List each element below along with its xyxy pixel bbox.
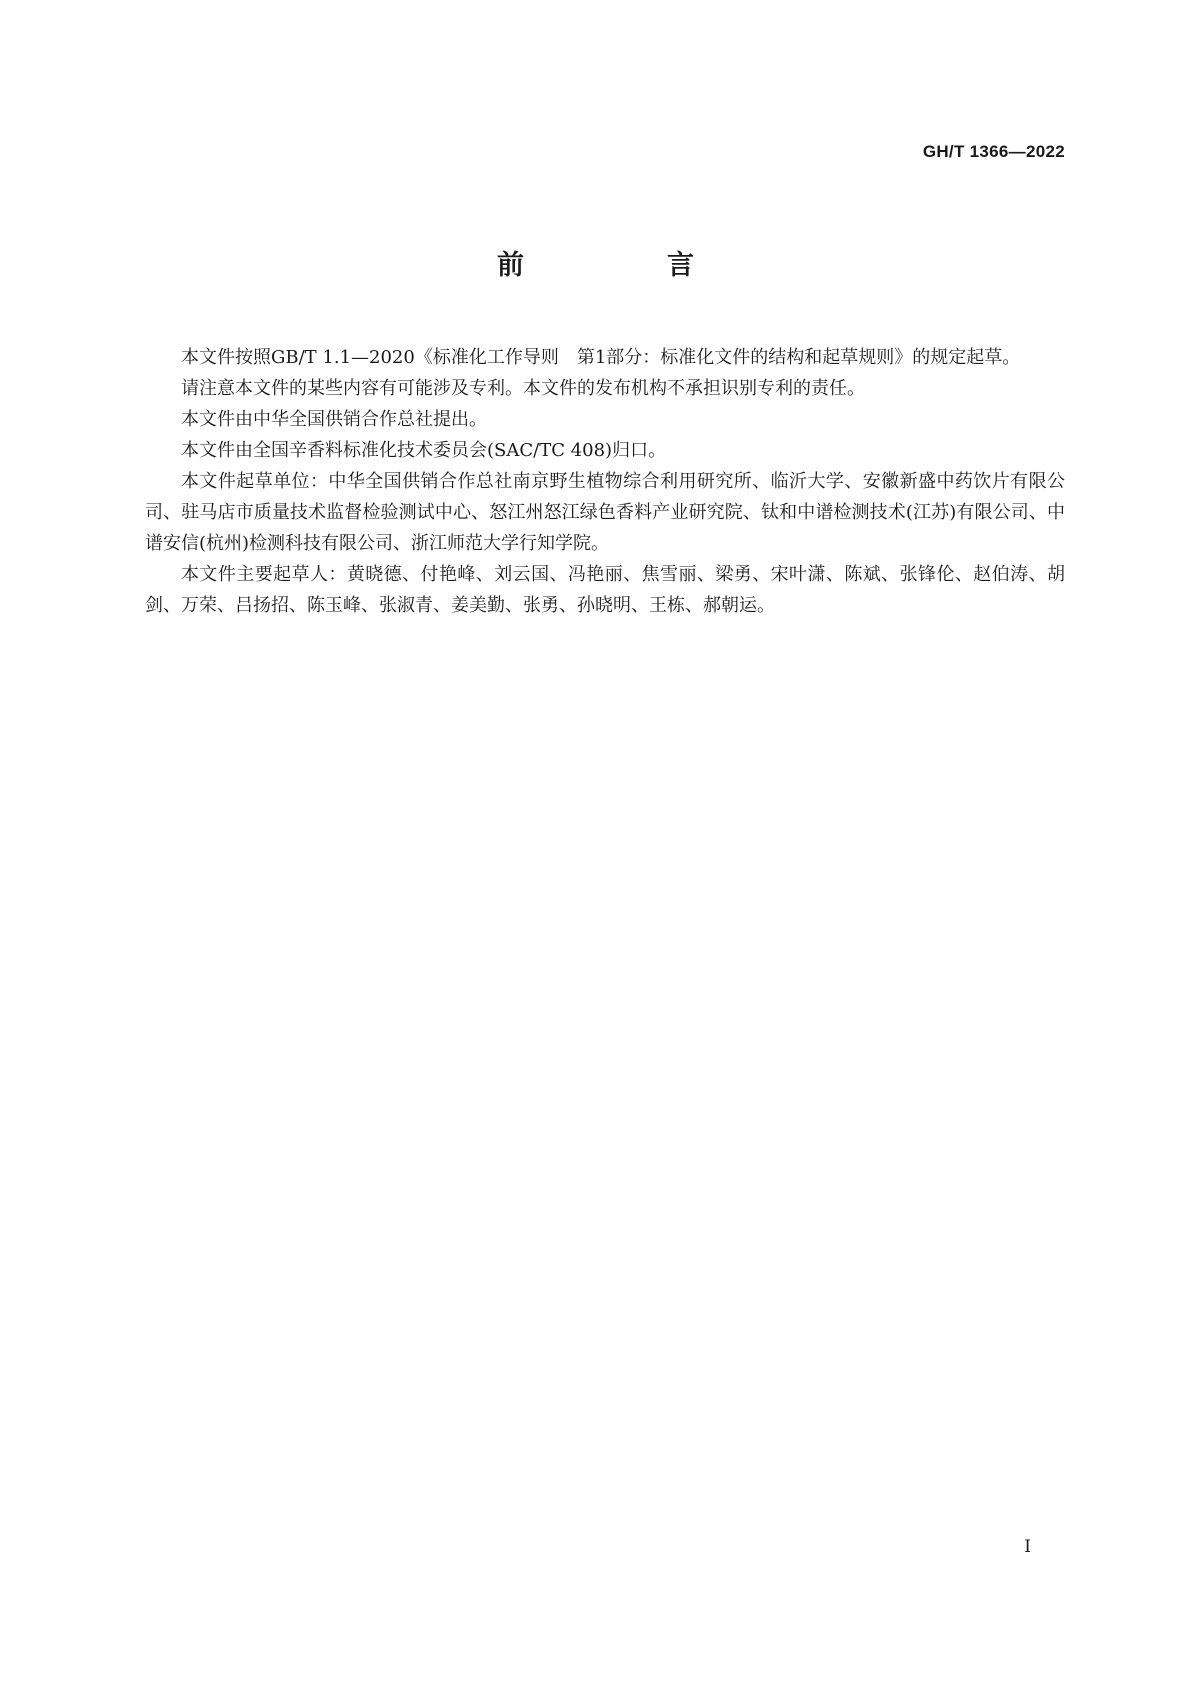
paragraph-drafting-units: 本文件起草单位：中华全国供销合作总社南京野生植物综合利用研究所、临沂大学、安徽新盛中药饮片有限公司、驻马店市质量技术监督检验测试中心、怒江州怒江绿色香料产业研究院、钛和中谱检测技术(江苏)有限公司、中谱安信(杭州)检测科技有限公司、浙江师范大学行知学院。 — [145, 471, 1065, 554]
paragraph-technical-committee: 本文件由全国辛香料标准化技术委员会(SAC/TC 408)归口。 — [181, 440, 667, 461]
paragraph-drafters: 本文件主要起草人：黄晓德、付艳峰、刘云国、冯艳丽、焦雪丽、梁勇、宋叶潇、陈斌、张锋伦、赵伯涛、胡剑、万荣、吕扬招、陈玉峰、张淑青、姜美勤、张勇、孙晓明、王栋、郝朝运。 — [145, 564, 1065, 616]
standard-code: GH/T 1366—2022 — [922, 142, 1065, 161]
paragraph-patent-notice: 请注意本文件的某些内容有可能涉及专利。本文件的发布机构不承担识别专利的责任。 — [181, 378, 865, 399]
paragraph-proposer: 本文件由中华全国供销合作总社提出。 — [181, 409, 487, 430]
foreword-body — [145, 342, 1065, 621]
page-number: I — [1024, 1537, 1031, 1557]
paragraph-drafting-rules: 本文件按照GB/T 1.1—2020《标准化工作导则 第1部分：标准化文件的结构和起草规则》的规定起草。 — [181, 347, 1021, 368]
page-title: 前 言 — [497, 250, 752, 281]
